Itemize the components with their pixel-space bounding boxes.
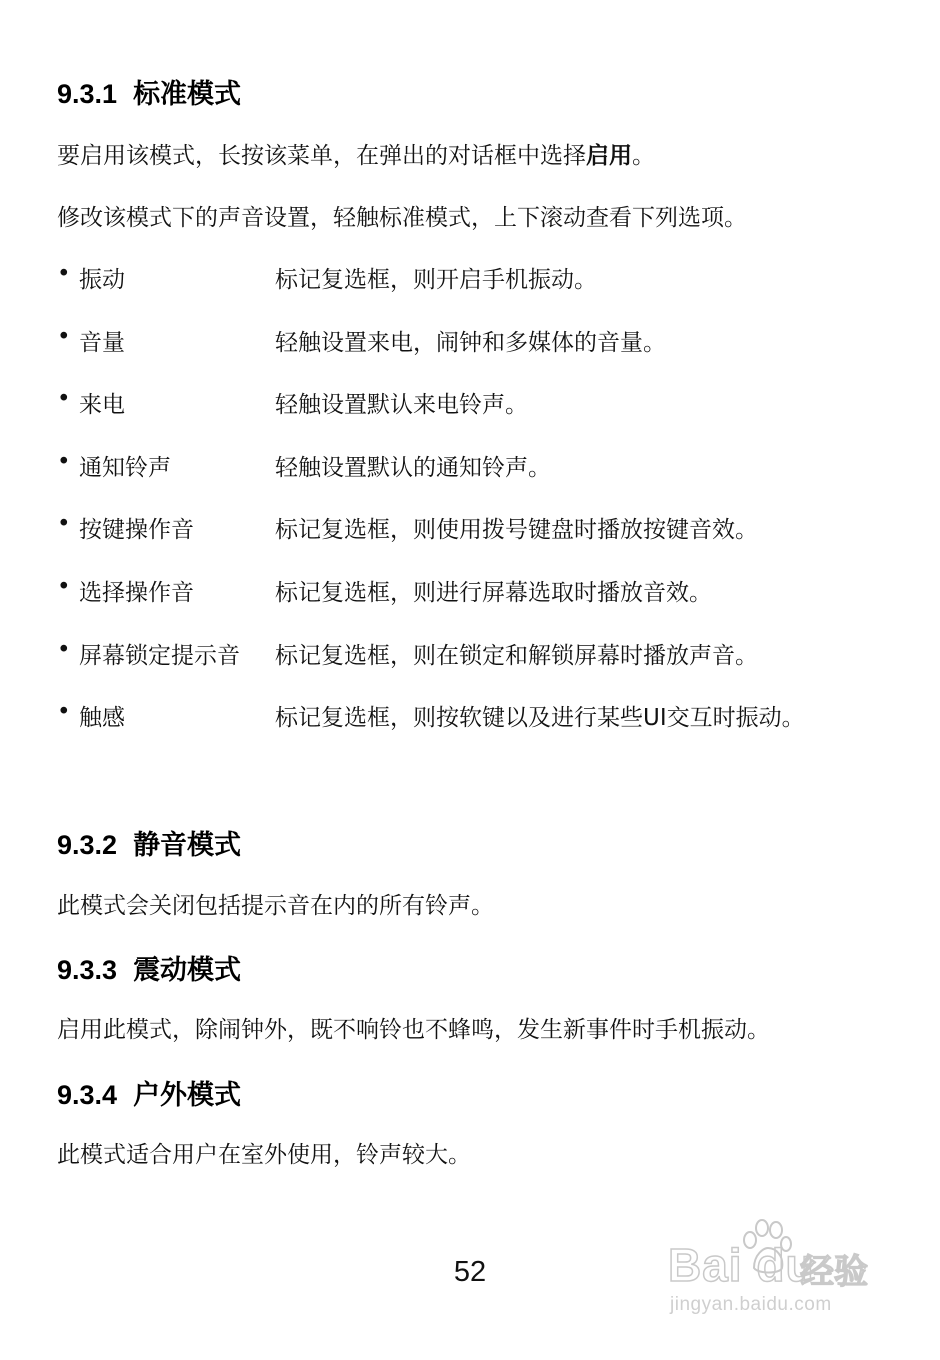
option-desc: 标记复选框，则在锁定和解锁屏幕时播放声音。: [275, 643, 758, 669]
section-title: 静音模式: [133, 830, 242, 861]
bullet: •: [57, 449, 71, 475]
option-term: 触感: [79, 705, 125, 731]
paragraph-enable-instructions: 要启用该模式，长按该菜单，在弹出的对话框中选择启用。: [57, 143, 655, 169]
section-title: 标准模式: [133, 79, 242, 110]
enable-keyword: 启用: [586, 143, 632, 169]
bullet: •: [57, 386, 71, 412]
bullet: •: [57, 574, 71, 600]
bullet: •: [57, 699, 71, 725]
section-title: 户外模式: [133, 1080, 242, 1111]
paragraph-silent-mode: 此模式会关闭包括提示音在内的所有铃声。: [57, 893, 494, 919]
paragraph-outdoor-mode: 此模式适合用户在室外使用，铃声较大。: [57, 1142, 471, 1168]
section-number: 9.3.1: [57, 79, 118, 109]
watermark-logo-text: Bai du: [668, 1239, 815, 1291]
heading-9-3-3: [57, 948, 241, 987]
option-term: 音量: [79, 330, 125, 356]
page-number: 52: [453, 1256, 487, 1288]
section-number: 9.3.4: [57, 1080, 118, 1110]
section-title: 震动模式: [133, 955, 242, 986]
heading-9-3-4: [57, 1073, 241, 1112]
option-term: 屏幕锁定提示音: [79, 643, 240, 669]
bullet: •: [57, 511, 71, 537]
heading-9-3-1: [57, 72, 241, 111]
paragraph-vibrate-mode: 启用此模式，除闹钟外，既不响铃也不蜂鸣，发生新事件时手机振动。: [57, 1017, 770, 1043]
bullet: •: [57, 637, 71, 663]
option-desc: 标记复选框，则使用拨号键盘时播放按键音效。: [275, 517, 758, 543]
baidu-watermark: [668, 1218, 883, 1318]
option-term: 按键操作音: [79, 517, 194, 543]
option-desc: 轻触设置默认来电铃声。: [275, 392, 528, 418]
bullet: •: [57, 261, 71, 287]
option-desc: 标记复选框，则进行屏幕选取时播放音效。: [275, 580, 712, 606]
option-term: 选择操作音: [79, 580, 194, 606]
option-term: 振动: [79, 267, 125, 293]
option-desc: 标记复选框，则开启手机振动。: [275, 267, 597, 293]
option-term: 通知铃声: [79, 455, 171, 481]
section-number: 9.3.3: [57, 955, 118, 985]
watermark-url: jingyan.baidu.com: [670, 1294, 832, 1315]
bullet: •: [57, 324, 71, 350]
option-desc: 轻触设置默认的通知铃声。: [275, 455, 551, 481]
option-desc: 轻触设置来电，闹钟和多媒体的音量。: [275, 330, 666, 356]
option-desc: 标记复选框，则按软键以及进行某些UI交互时振动。: [275, 705, 805, 731]
paragraph-modify-settings: 修改该模式下的声音设置，轻触标准模式，上下滚动查看下列选项。: [57, 205, 747, 231]
section-number: 9.3.2: [57, 830, 118, 860]
option-term: 来电: [79, 392, 125, 418]
watermark-logo-cn: 经验: [800, 1252, 868, 1292]
heading-9-3-2: [57, 823, 241, 862]
